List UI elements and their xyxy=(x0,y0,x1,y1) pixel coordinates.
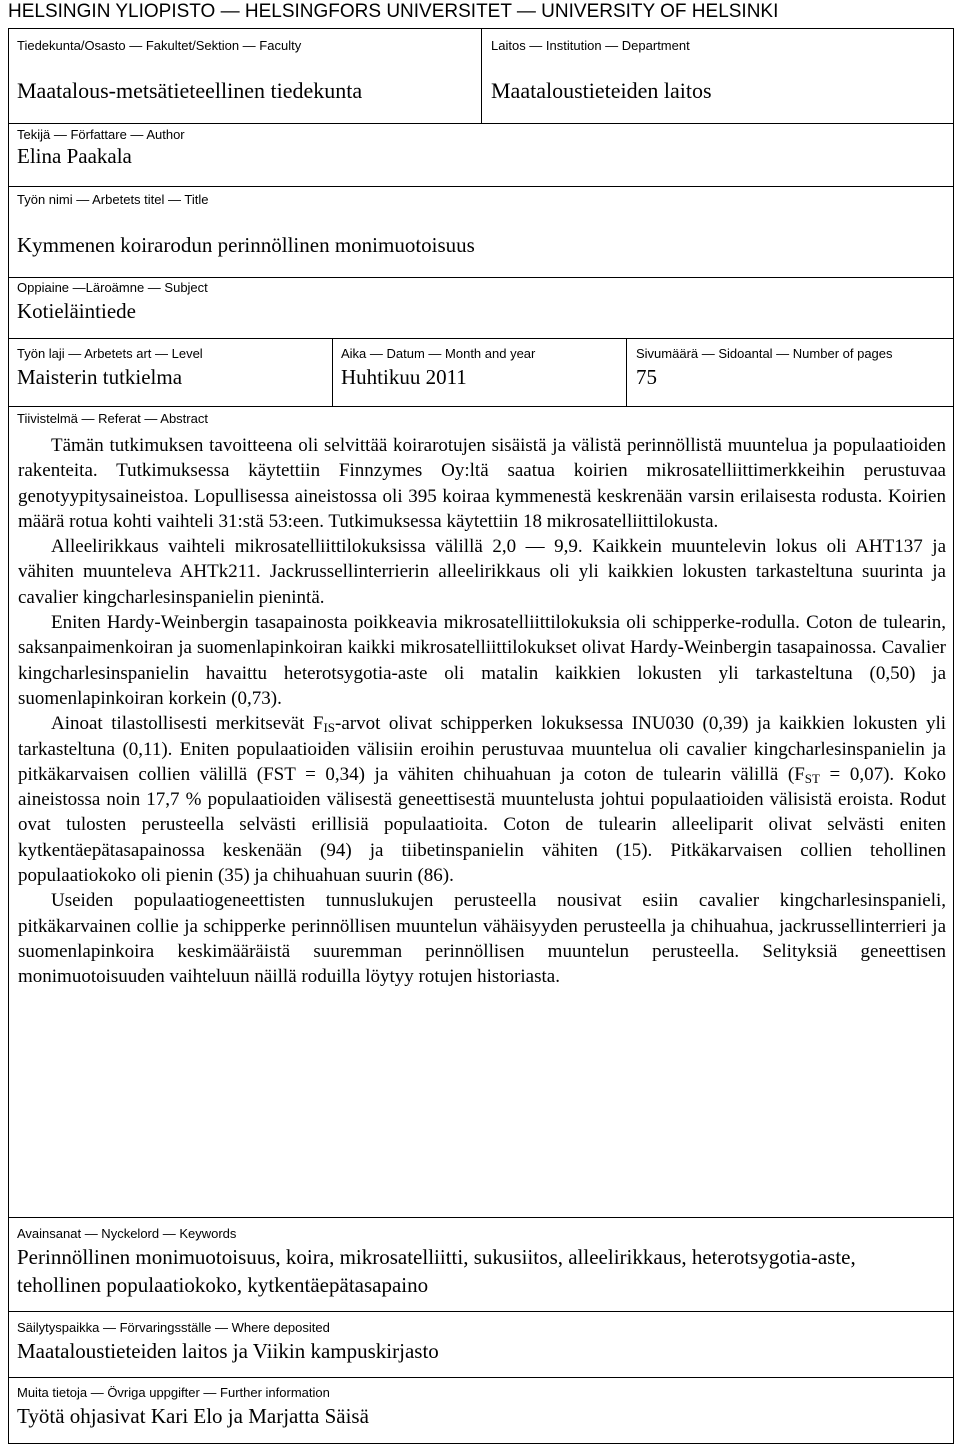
divider xyxy=(9,123,953,124)
abstract-paragraph: Eniten Hardy-Weinbergin tasapainosta poikkeavia mikrosatelliittilokuksia oli schipperke-rodulla. Coton de tulearin, saksanpaimenkoiran ja suomenlapinkoiran kaikki mikrosatelliittilokukset olivat Hardy-Weinbergin tasapainossa. Cavalier kingcharlesinspanielin havaittu heterotsygotia-aste oli matalin kaikkien lokusten yli tarkasteltuna (0,50) ja suomenlapinkoiran korkein (0,73). xyxy=(18,612,946,709)
abstract-label: Tiivistelmä — Referat — Abstract xyxy=(17,411,208,426)
pages-label: Sivumäärä — Sidoantal — Number of pages xyxy=(636,346,893,361)
subject-label: Oppiaine —Läroämne — Subject xyxy=(17,280,208,295)
date-label: Aika — Datum — Month and year xyxy=(341,346,536,361)
title-label: Työn nimi — Arbetets titel — Title xyxy=(17,192,209,207)
abstract-paragraph: Alleelirikkaus vaihteli mikrosatelliittilokuksissa välillä 2,0 — 9,9. Kaikkein muuntelevin lokus oli AHT137 ja vähiten muunteleva AHTk211. Jackrussellinterrierin alleelirikkaus oli yli kaikkien lokusten tarkasteltuna suurinta ja cavalier kingcharlesinspanielin pienintä. xyxy=(18,536,946,608)
deposited-label: Säilytyspaikka — Förvaringsställe — Where deposited xyxy=(17,1320,330,1335)
pages-value: 75 xyxy=(636,365,657,389)
divider xyxy=(9,186,953,187)
abstract-text: -arvot olivat schipperken lokuksessa INU030 (0,39) ja kaikkien lokusten yli tarkasteltuna (0,11). Eniten populaatioiden välisiin eroihin perustuvaa muuntelua oli cavalier kingcharlesinspanielin ja pitkäkarvaisen collien välillä (FST = 0,34) ja vähiten chihuahuan ja coton de tulearin välillä (F xyxy=(18,713,946,785)
abstract-paragraph: Tämän tutkimuksen tavoitteena oli selvittää koirarotujen sisäistä ja välistä perinnöllistä muuntelua ja populaatioiden rakenteita. Tutkimuksessa käytettiin Finnzymes Oy:ltä saatua koirien mikrosatelliittimerkkeihin perustuvaa genotyypitysaineistoa. Lopullisessa aineistossa oli 395 koiraa kymmenestä keskrenään varsin erilaisesta rodusta. Koirien määrä rotua kohti vaihteli 31:stä 53:een. Tutkimuksessa käytettiin 18 mikrosatelliittilokusta. xyxy=(18,435,946,532)
abstract-paragraph: Useiden populaatiogeneettisten tunnuslukujen perusteella nousivat esiin cavalier kingcharlesinspanieli, pitkäkarvainen collie ja schipperke perinnöllisen muuntelun vähäisyyden perusteella ja chihuahua, jackrussellinterrieri ja suomenlapinkoira keskimääräistä suuremman perinnöllisen muuntelun perusteella. Selityksiä geneettisen monimuotoisuuden vaihteluun näillä roduilla löytyy rotujen historiasta. xyxy=(18,890,946,988)
subscript: IS xyxy=(323,720,336,736)
divider xyxy=(626,338,627,406)
abstract-paragraph xyxy=(18,711,946,888)
divider xyxy=(9,338,953,339)
further-value: Työtä ohjasivat Kari Elo ja Marjatta Säisä xyxy=(17,1404,369,1428)
keywords-value: Perinnöllinen monimuotoisuus, koira, mikrosatelliitti, sukusiitos, alleelirikkaus, heterotsygotia-aste, tehollinen populaatiokoko, kytkentäepätasapaino xyxy=(17,1245,856,1297)
divider xyxy=(481,29,482,123)
subject-value: Kotieläintiede xyxy=(17,299,136,323)
department-value: Maataloustieteiden laitos xyxy=(491,78,712,103)
keywords-label: Avainsanat — Nyckelord — Keywords xyxy=(17,1226,237,1241)
divider xyxy=(9,1311,953,1312)
subscript: ST xyxy=(804,770,820,786)
abstract-text: Ainoat tilastollisesti merkitsevät F xyxy=(51,713,324,735)
abstract-body xyxy=(18,433,946,990)
level-label: Työn laji — Arbetets art — Level xyxy=(17,346,203,361)
further-label: Muita tietoja — Övriga uppgifter — Further information xyxy=(17,1385,330,1400)
abstract-text: = 0,07). Koko aineistossa noin 17,7 % populaatioiden välisestä geneettisestä muuntelusta johtui populaatioiden välisistä eroista. Rodut ovat tulosten perusteella selvästi erillisiä populaatioita. Coton de tulearin alleeliparit olivat selvästi eniten kytkentäepätasapainossa keskenään (94) ja tiibetinspanielin vähiten (15). Pitkäkarvaisen collien tehollinen populaatiokoko oli pienin (35) ja chihuahuan suurin (86). xyxy=(18,763,946,887)
divider xyxy=(332,338,333,406)
faculty-value: Maatalous-metsätieteellinen tiedekunta xyxy=(17,78,363,103)
level-value: Maisterin tutkielma xyxy=(17,365,183,389)
university-header: HELSINGIN YLIOPISTO — HELSINGFORS UNIVERSITET — UNIVERSITY OF HELSINKI xyxy=(8,1,779,22)
department-label: Laitos — Institution — Department xyxy=(491,38,690,53)
divider xyxy=(9,1217,953,1218)
author-label: Tekijä — Författare — Author xyxy=(17,127,185,142)
faculty-label: Tiedekunta/Osasto — Fakultet/Sektion — Faculty xyxy=(17,38,302,53)
date-value: Huhtikuu 2011 xyxy=(341,365,467,389)
abstract-form xyxy=(8,28,954,1444)
thesis-title: Kymmenen koirarodun perinnöllinen monimuotoisuus xyxy=(17,233,475,257)
author-value: Elina Paakala xyxy=(17,144,132,168)
divider xyxy=(9,1377,953,1378)
divider xyxy=(9,406,953,407)
deposited-value: Maataloustieteiden laitos ja Viikin kampuskirjasto xyxy=(17,1339,439,1363)
divider xyxy=(9,277,953,278)
